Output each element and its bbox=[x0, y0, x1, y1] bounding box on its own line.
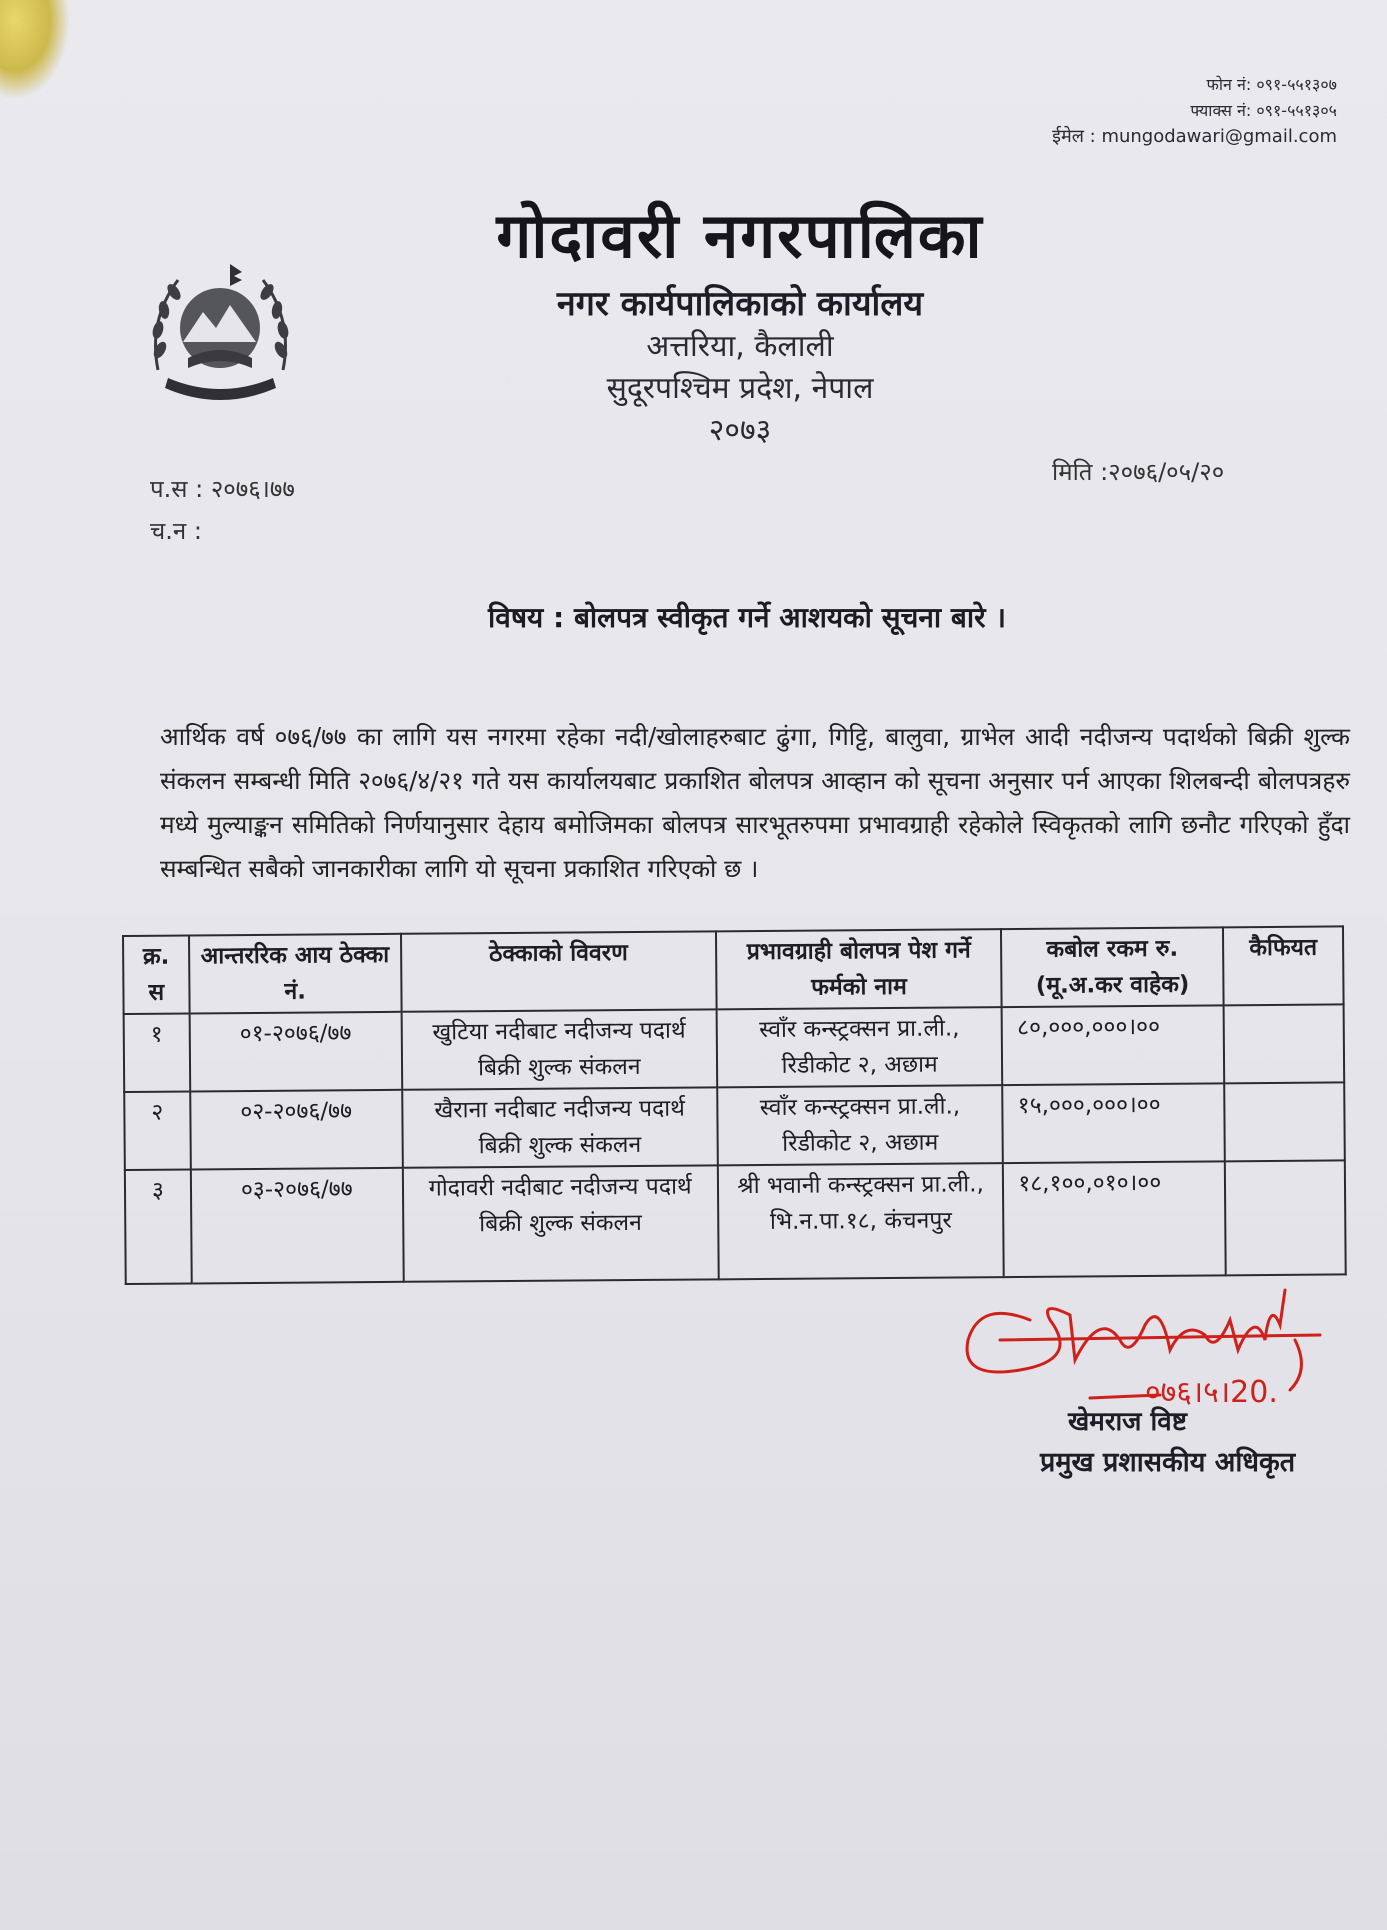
signatory-title: प्रमुख प्रशासकीय अधिकृत bbox=[1040, 1447, 1296, 1478]
header-serial: क्र. स bbox=[123, 935, 190, 1014]
cell-remarks bbox=[1224, 1004, 1345, 1083]
address-line-1: अत्तरिया, कैलाली bbox=[646, 329, 834, 364]
email-address: ईमेल : mungodawari@gmail.com bbox=[1052, 126, 1337, 147]
table-row bbox=[124, 1082, 1345, 1170]
dispatch-number: च.न : bbox=[150, 517, 202, 545]
header-amount: कबोल रकम रु. (मू.अ.कर वाहेक) bbox=[1001, 927, 1223, 1007]
fax-number: फ्याक्स नं: ०९१-५५१३०५ bbox=[1190, 101, 1337, 120]
letter-number: प.स : २०७६।७७ bbox=[150, 475, 295, 503]
established-year: २०७३ bbox=[708, 413, 772, 448]
contact-block bbox=[1052, 72, 1337, 150]
subject-line: विषय : बोलपत्र स्वीकृत गर्ने आशयको सूचना बारे । bbox=[488, 601, 1006, 634]
office-subtitle: नगर कार्यपालिकाको कार्यालय bbox=[556, 284, 924, 324]
header-contract-no: आन्तररिक आय ठेक्का नं. bbox=[189, 934, 401, 1014]
table-header-row bbox=[123, 926, 1344, 1014]
light-glare bbox=[0, 0, 70, 100]
table-row bbox=[124, 1004, 1345, 1092]
cell-amount: ८०,०००,०००।०० bbox=[1002, 1005, 1224, 1085]
cell-firm: स्वाँर कन्स्ट्रक्सन प्रा.ली., रिडीकोट २, अछाम bbox=[717, 1085, 1003, 1165]
cell-serial: १ bbox=[124, 1013, 191, 1092]
cell-remarks bbox=[1225, 1160, 1346, 1275]
cell-serial: ३ bbox=[125, 1169, 192, 1284]
letterhead bbox=[430, 200, 1050, 452]
cell-description: गोदावरी नदीबाट नदीजन्य पदार्थ बिक्री शुल्क संकलन bbox=[402, 1165, 718, 1281]
cell-firm: स्वाँर कन्स्ट्रक्सन प्रा.ली., रिडीकोट २, अछाम bbox=[716, 1007, 1002, 1087]
cell-description: खुटिया नदीबाट नदीजन्य पदार्थ बिक्री शुल्क संकलन bbox=[401, 1009, 717, 1089]
bid-table bbox=[122, 925, 1347, 1285]
cell-description: खैराना नदीबाट नदीजन्य पदार्थ बिक्री शुल्क संकलन bbox=[402, 1087, 718, 1167]
signatory-name: खेमराज विष्ट bbox=[1068, 1407, 1187, 1437]
header-remarks: कैफियत bbox=[1223, 926, 1344, 1005]
phone-number: फोन नं: ०९१-५५१३०७ bbox=[1206, 75, 1337, 94]
nepal-government-emblem-icon bbox=[138, 250, 303, 415]
signature-date: ०७६।५।20. bbox=[1145, 1375, 1278, 1410]
handwritten-signature bbox=[960, 1280, 1360, 1410]
cell-contract-no: ०१-२०७६/७७ bbox=[190, 1012, 402, 1092]
table-row bbox=[125, 1160, 1346, 1284]
municipality-title: गोदावरी नगरपालिका bbox=[496, 199, 984, 272]
letter-date: मिति :२०७६/०५/२० bbox=[1052, 458, 1225, 486]
cell-remarks bbox=[1224, 1082, 1345, 1161]
notice-body: आर्थिक वर्ष ०७६/७७ का लागि यस नगरमा रहेका नदी/खोलाहरुबाट ढुंगा, गिट्टि, बालुवा, ग्राभेल आदी नदीजन्य पदार्थको बिक्री शुल्क संकलन सम्बन्धी मिति २०७६/४/२१ गते यस कार्यालयबाट प्रकाशित बोलपत्र आव्हान को सूचना अनुसार पर्न आएका शिलबन्दी बोलपत्रहरु मध्ये मुल्याङ्कन समितिको निर्णयानुसार देहाय बमोजिमका बोलपत्र सारभूतरुपमा प्रभावग्राही रहेकोले स्विकृतको लागि छनौट गरिएको हुँदा सम्बन्धित सबैको जानकारीका लागि यो सूचना प्रकाशित गरिएको छ । bbox=[160, 722, 1350, 883]
cell-contract-no: ०३-२०७६/७७ bbox=[191, 1168, 404, 1284]
header-firm: प्रभावग्राही बोलपत्र पेश गर्ने फर्मको नाम bbox=[716, 929, 1002, 1009]
cell-amount: १८,१००,०१०।०० bbox=[1003, 1161, 1226, 1277]
cell-contract-no: ०२-२०७६/७७ bbox=[190, 1090, 402, 1170]
address-line-2: सुदूरपश्चिम प्रदेश, नेपाल bbox=[606, 371, 874, 406]
reference-block bbox=[150, 468, 295, 552]
cell-amount: १५,०००,०००।०० bbox=[1003, 1083, 1225, 1163]
cell-serial: २ bbox=[124, 1091, 191, 1170]
cell-firm: श्री भवानी कन्स्ट्रक्सन प्रा.ली., भि.न.पा.१८, कंचनपुर bbox=[718, 1163, 1004, 1279]
header-description: ठेक्काको विवरण bbox=[401, 931, 717, 1011]
